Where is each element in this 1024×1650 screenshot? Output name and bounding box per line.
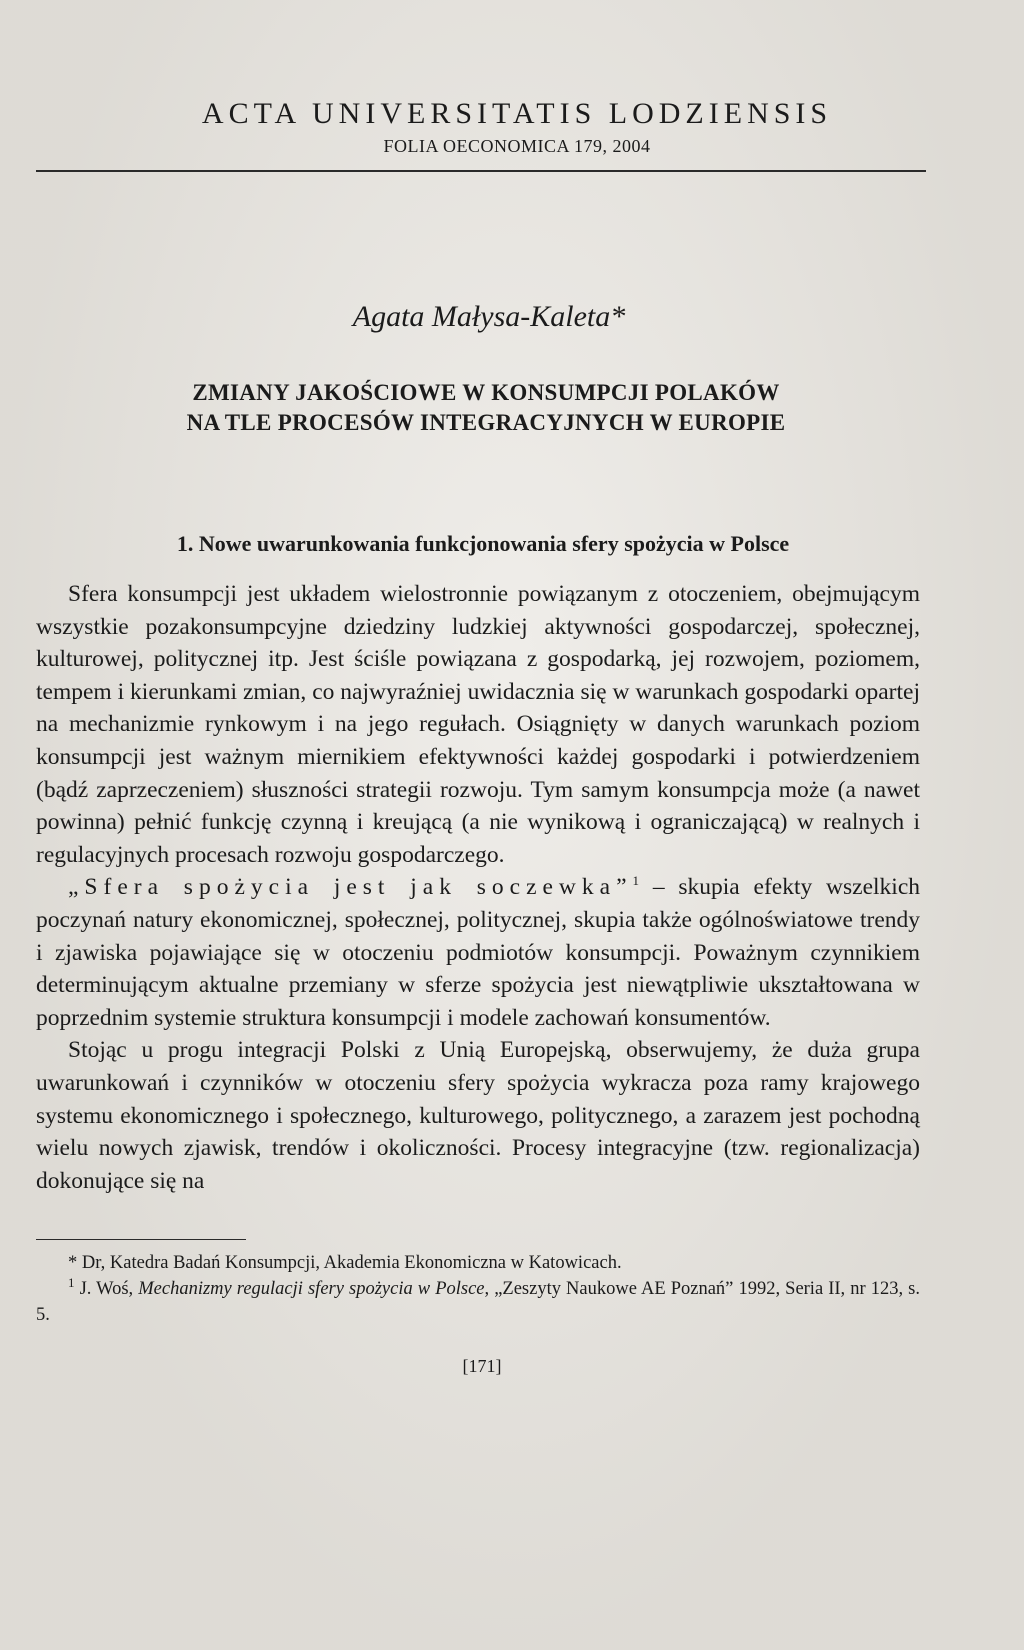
- section-heading: 1. Nowe uwarunkowania funkcjonowania sfery spożycia w Polsce: [176, 531, 790, 556]
- header-rule: [36, 170, 926, 172]
- footnote-author: * Dr, Katedra Badań Konsumpcji, Akademia Ekonomiczna w Katowicach.: [68, 1253, 622, 1274]
- footnote-ref-1: 1: [632, 873, 640, 889]
- body-paragraph-1: Sfera konsumpcji jest układem wielostronnie powiązanym z otoczeniem, obejmującym wszystkie pozakonsumpcyjne dziedziny ludzkiej aktywności gospodarczej, społecznej, kulturowej, politycznej itp. Jest ściśle powiązana z gospodarką, jej rozwojem, poziomem, tempem i kierunkami zmian, co najwyraźniej uwidacznia się w warunkach gospodarki opartej na mechanizmie rynkowym i na jego regułach. Osiągnięty w danych warunkach poziom konsumpcji jest ważnym miernikiem efektywności każdej gospodarki i potwierdzeniem (bądź zaprzeczeniem) słuszności strategii rozwoju. Tym samym konsumpcja może (a nawet powinna) pełnić funkcję czynną i kreującą (a nie wynikową i ograniczającą) w realnych i regulacyjnych procesach rozwoju gospodarczego.: [36, 581, 920, 868]
- article-title-line-1: ZMIANY JAKOŚCIOWE W KONSUMPCJI POLAKÓW: [192, 380, 780, 405]
- footnote-1-pre: J. Woś,: [74, 1279, 139, 1300]
- body-paragraph-2-text: – skupia efekty wszelkich poczynań natury ekonomicznej, społecznej, politycznej, skupia także ogólnoświatowe trendy i zjawiska pojawiające się w otoczeniu podmiotów konsumpcji. Poważnym czynnikiem determinującym aktualne przemiany w sferze spożycia jest niewątpliwie ukształtowana w poprzednim systemie struktura konsumpcji i modele zachowań konsumentów.: [36, 874, 920, 1031]
- footnote-1-title: Mechanizmy regulacji sfery spożycia w Polsce: [138, 1279, 485, 1300]
- journal-title: ACTA UNIVERSITATIS LODZIENSIS: [201, 97, 833, 130]
- quote-text: „Sfera spożycia jest jak soczewka”: [68, 874, 633, 901]
- journal-header: [114, 96, 920, 158]
- footnote-1-post: , „Zeszyty Naukowe AE Poznań” 1992, Seria II, nr 123, s. 5.: [36, 1279, 920, 1326]
- footnote-1: [36, 1276, 920, 1328]
- body-paragraph-3: Stojąc u progu integracji Polski z Unią Europejską, obserwujemy, że duża grupa uwarunkowań i czynników w otoczeniu sfery spożycia wykracza poza ramy krajowego systemu ekonomicznego i społecznego, kulturowego, politycznego, a zarazem jest pochodną wielu nowych zjawisk, trendów i okoliczności. Procesy integracyjne (tzw. regionalizacja) dokonujące się na: [36, 1037, 920, 1194]
- article-body: [36, 578, 920, 1197]
- author-name-text: Agata Małysa-Kaleta: [352, 300, 611, 333]
- article-title: [52, 378, 920, 438]
- footnote-rule: [36, 1239, 246, 1240]
- author-name: [58, 300, 920, 334]
- article-title-line-2: NA TLE PROCESÓW INTEGRACYJNYCH W EUROPIE: [186, 410, 786, 435]
- body-paragraph-2: [36, 871, 920, 1034]
- journal-folia: FOLIA OECONOMICA 179, 2004: [383, 136, 651, 156]
- footnote-1-number: 1: [68, 1275, 75, 1291]
- footnotes: [36, 1250, 920, 1328]
- page-number: [171]: [462, 1356, 502, 1377]
- author-footnote-mark: *: [610, 300, 626, 333]
